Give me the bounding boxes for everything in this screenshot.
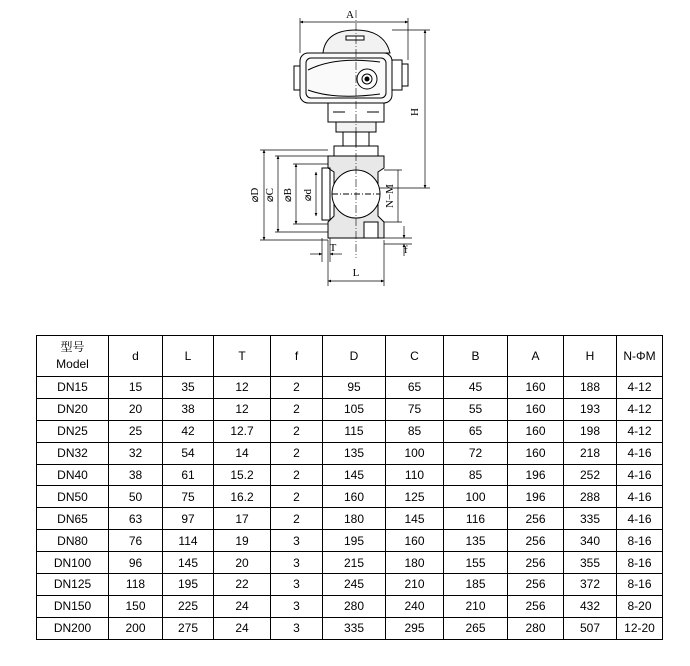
value-cell: 155	[444, 552, 508, 574]
value-cell: 38	[109, 464, 163, 486]
value-cell: 42	[163, 420, 214, 442]
label-A: A	[346, 9, 354, 21]
value-cell: 195	[323, 530, 386, 552]
value-cell: 55	[444, 398, 508, 420]
value-cell: 85	[444, 464, 508, 486]
header-B: B	[444, 336, 508, 377]
value-cell: 15	[109, 377, 163, 399]
value-cell: 20	[109, 398, 163, 420]
value-cell: 45	[444, 377, 508, 399]
value-cell: 188	[564, 377, 617, 399]
value-cell: 65	[444, 420, 508, 442]
value-cell: 275	[163, 617, 214, 639]
table-row	[37, 617, 663, 639]
value-cell: 210	[386, 574, 444, 596]
value-cell: 32	[109, 442, 163, 464]
value-cell: 160	[508, 420, 564, 442]
value-cell: 507	[564, 617, 617, 639]
value-cell: 196	[508, 486, 564, 508]
value-cell: 3	[271, 574, 323, 596]
value-cell: 193	[564, 398, 617, 420]
header-model	[37, 336, 109, 377]
header-model-cn: 型号	[60, 340, 85, 354]
value-cell: 72	[444, 442, 508, 464]
value-cell: 280	[323, 595, 386, 617]
table-row	[37, 398, 663, 420]
value-cell: 115	[323, 420, 386, 442]
value-cell: 12	[214, 377, 271, 399]
value-cell: 8-16	[617, 530, 663, 552]
value-cell: 215	[323, 552, 386, 574]
table-row	[37, 574, 663, 596]
value-cell: 118	[109, 574, 163, 596]
header-H: H	[564, 336, 617, 377]
label-N-M: N−M	[384, 184, 396, 208]
value-cell: 256	[508, 595, 564, 617]
value-cell: 8-16	[617, 552, 663, 574]
value-cell: 196	[508, 464, 564, 486]
value-cell: 114	[163, 530, 214, 552]
value-cell: 105	[323, 398, 386, 420]
value-cell: 16.2	[214, 486, 271, 508]
value-cell: 200	[109, 617, 163, 639]
table-row	[37, 442, 663, 464]
value-cell: 24	[214, 617, 271, 639]
model-cell: DN100	[37, 552, 109, 574]
value-cell: 61	[163, 464, 214, 486]
value-cell: 2	[271, 420, 323, 442]
label-d: ⌀d	[302, 188, 314, 202]
value-cell: 3	[271, 617, 323, 639]
value-cell: 160	[386, 530, 444, 552]
value-cell: 245	[323, 574, 386, 596]
value-cell: 4-16	[617, 464, 663, 486]
table-row	[37, 508, 663, 530]
value-cell: 65	[386, 377, 444, 399]
header-d: d	[109, 336, 163, 377]
value-cell: 335	[323, 617, 386, 639]
table-body	[37, 377, 663, 640]
value-cell: 3	[271, 530, 323, 552]
value-cell: 4-16	[617, 486, 663, 508]
value-cell: 198	[564, 420, 617, 442]
header-A: A	[508, 336, 564, 377]
model-cell: DN25	[37, 420, 109, 442]
value-cell: 135	[444, 530, 508, 552]
table-row	[37, 530, 663, 552]
actuator	[294, 30, 408, 146]
header-D: D	[323, 336, 386, 377]
table-row	[37, 377, 663, 399]
value-cell: 100	[444, 486, 508, 508]
value-cell: 256	[508, 574, 564, 596]
table-row	[37, 486, 663, 508]
value-cell: 19	[214, 530, 271, 552]
value-cell: 3	[271, 595, 323, 617]
model-cell: DN15	[37, 377, 109, 399]
value-cell: 35	[163, 377, 214, 399]
value-cell: 225	[163, 595, 214, 617]
value-cell: 295	[386, 617, 444, 639]
value-cell: 256	[508, 552, 564, 574]
value-cell: 110	[386, 464, 444, 486]
value-cell: 145	[386, 508, 444, 530]
value-cell: 125	[386, 486, 444, 508]
model-cell: DN20	[37, 398, 109, 420]
value-cell: 4-12	[617, 377, 663, 399]
specification-table	[36, 335, 663, 640]
value-cell: 38	[163, 398, 214, 420]
header-T: T	[214, 336, 271, 377]
value-cell: 145	[163, 552, 214, 574]
table-row	[37, 464, 663, 486]
value-cell: 12.7	[214, 420, 271, 442]
value-cell: 116	[444, 508, 508, 530]
table-header-row	[37, 336, 663, 377]
model-cell: DN50	[37, 486, 109, 508]
value-cell: 12-20	[617, 617, 663, 639]
value-cell: 15.2	[214, 464, 271, 486]
value-cell: 75	[163, 486, 214, 508]
value-cell: 265	[444, 617, 508, 639]
value-cell: 150	[109, 595, 163, 617]
value-cell: 96	[109, 552, 163, 574]
value-cell: 54	[163, 442, 214, 464]
value-cell: 22	[214, 574, 271, 596]
value-cell: 2	[271, 398, 323, 420]
value-cell: 4-16	[617, 508, 663, 530]
value-cell: 210	[444, 595, 508, 617]
header-f: f	[271, 336, 323, 377]
header-N-M: N-ΦM	[617, 336, 663, 377]
valve-technical-drawing	[0, 0, 690, 300]
value-cell: 17	[214, 508, 271, 530]
value-cell: 372	[564, 574, 617, 596]
value-cell: 8-20	[617, 595, 663, 617]
label-B: ⌀B	[282, 188, 294, 202]
model-cell: DN125	[37, 574, 109, 596]
value-cell: 240	[386, 595, 444, 617]
label-D: ⌀D	[249, 187, 261, 203]
value-cell: 280	[508, 617, 564, 639]
value-cell: 3	[271, 552, 323, 574]
value-cell: 2	[271, 377, 323, 399]
value-cell: 4-12	[617, 420, 663, 442]
model-cell: DN40	[37, 464, 109, 486]
value-cell: 8-16	[617, 574, 663, 596]
value-cell: 432	[564, 595, 617, 617]
label-L: L	[352, 267, 360, 279]
value-cell: 195	[163, 574, 214, 596]
value-cell: 2	[271, 464, 323, 486]
value-cell: 100	[386, 442, 444, 464]
value-cell: 25	[109, 420, 163, 442]
table-row	[37, 595, 663, 617]
value-cell: 160	[508, 442, 564, 464]
header-C: C	[386, 336, 444, 377]
value-cell: 335	[564, 508, 617, 530]
label-f: f	[404, 244, 408, 256]
value-cell: 14	[214, 442, 271, 464]
model-cell: DN32	[37, 442, 109, 464]
value-cell: 76	[109, 530, 163, 552]
value-cell: 180	[386, 552, 444, 574]
value-cell: 218	[564, 442, 617, 464]
header-model-en: Model	[56, 357, 89, 371]
value-cell: 95	[323, 377, 386, 399]
value-cell: 85	[386, 420, 444, 442]
value-cell: 256	[508, 508, 564, 530]
value-cell: 2	[271, 508, 323, 530]
header-L: L	[163, 336, 214, 377]
value-cell: 50	[109, 486, 163, 508]
value-cell: 2	[271, 486, 323, 508]
value-cell: 63	[109, 508, 163, 530]
model-cell: DN80	[37, 530, 109, 552]
value-cell: 160	[323, 486, 386, 508]
value-cell: 288	[564, 486, 617, 508]
model-cell: DN65	[37, 508, 109, 530]
model-cell: DN200	[37, 617, 109, 639]
value-cell: 135	[323, 442, 386, 464]
label-C: ⌀C	[264, 188, 276, 202]
value-cell: 20	[214, 552, 271, 574]
value-cell: 4-16	[617, 442, 663, 464]
value-cell: 75	[386, 398, 444, 420]
value-cell: 2	[271, 442, 323, 464]
label-H: H	[409, 108, 421, 116]
table-row	[37, 420, 663, 442]
value-cell: 160	[508, 377, 564, 399]
model-cell: DN150	[37, 595, 109, 617]
value-cell: 252	[564, 464, 617, 486]
value-cell: 24	[214, 595, 271, 617]
value-cell: 97	[163, 508, 214, 530]
value-cell: 355	[564, 552, 617, 574]
value-cell: 160	[508, 398, 564, 420]
label-T: T	[329, 242, 337, 254]
value-cell: 12	[214, 398, 271, 420]
value-cell: 145	[323, 464, 386, 486]
table-row	[37, 552, 663, 574]
value-cell: 180	[323, 508, 386, 530]
value-cell: 340	[564, 530, 617, 552]
value-cell: 256	[508, 530, 564, 552]
value-cell: 4-12	[617, 398, 663, 420]
value-cell: 185	[444, 574, 508, 596]
